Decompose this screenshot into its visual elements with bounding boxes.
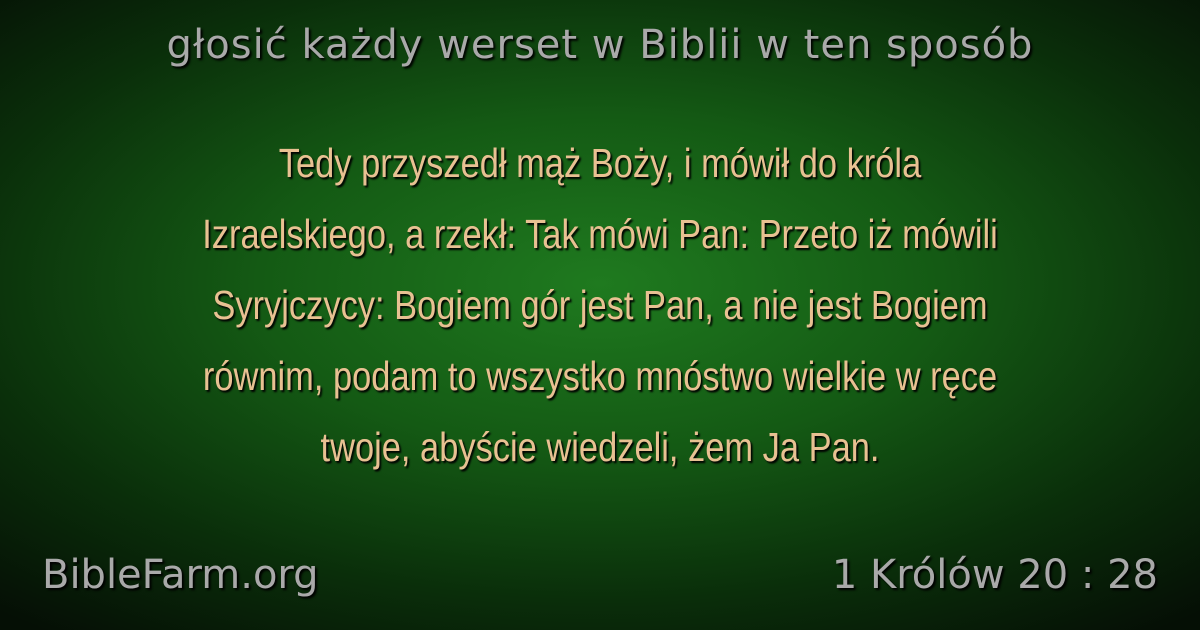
verse-line: Syryjczycy: Bogiem gór jest Pan, a nie jest Bogiem <box>212 282 988 328</box>
verse-reference: 1 Królów 20 : 28 <box>831 552 1158 598</box>
verse-line: twoje, abyście wiedzeli, żem Ja Pan. <box>320 424 880 470</box>
verse-line: Izraelskiego, a rzekł: Tak mówi Pan: Przeto iż mówili <box>202 211 998 257</box>
site-name: BibleFarm.org <box>42 552 319 598</box>
verse-text <box>146 128 1053 483</box>
header-tagline: głosić każdy werset w Biblii w ten sposób <box>166 22 1034 68</box>
verse-line: równim, podam to wszystko mnóstwo wielkie w ręce <box>202 353 998 399</box>
verse-line: Tedy przyszedł mąż Boży, i mówił do króla <box>278 140 922 186</box>
